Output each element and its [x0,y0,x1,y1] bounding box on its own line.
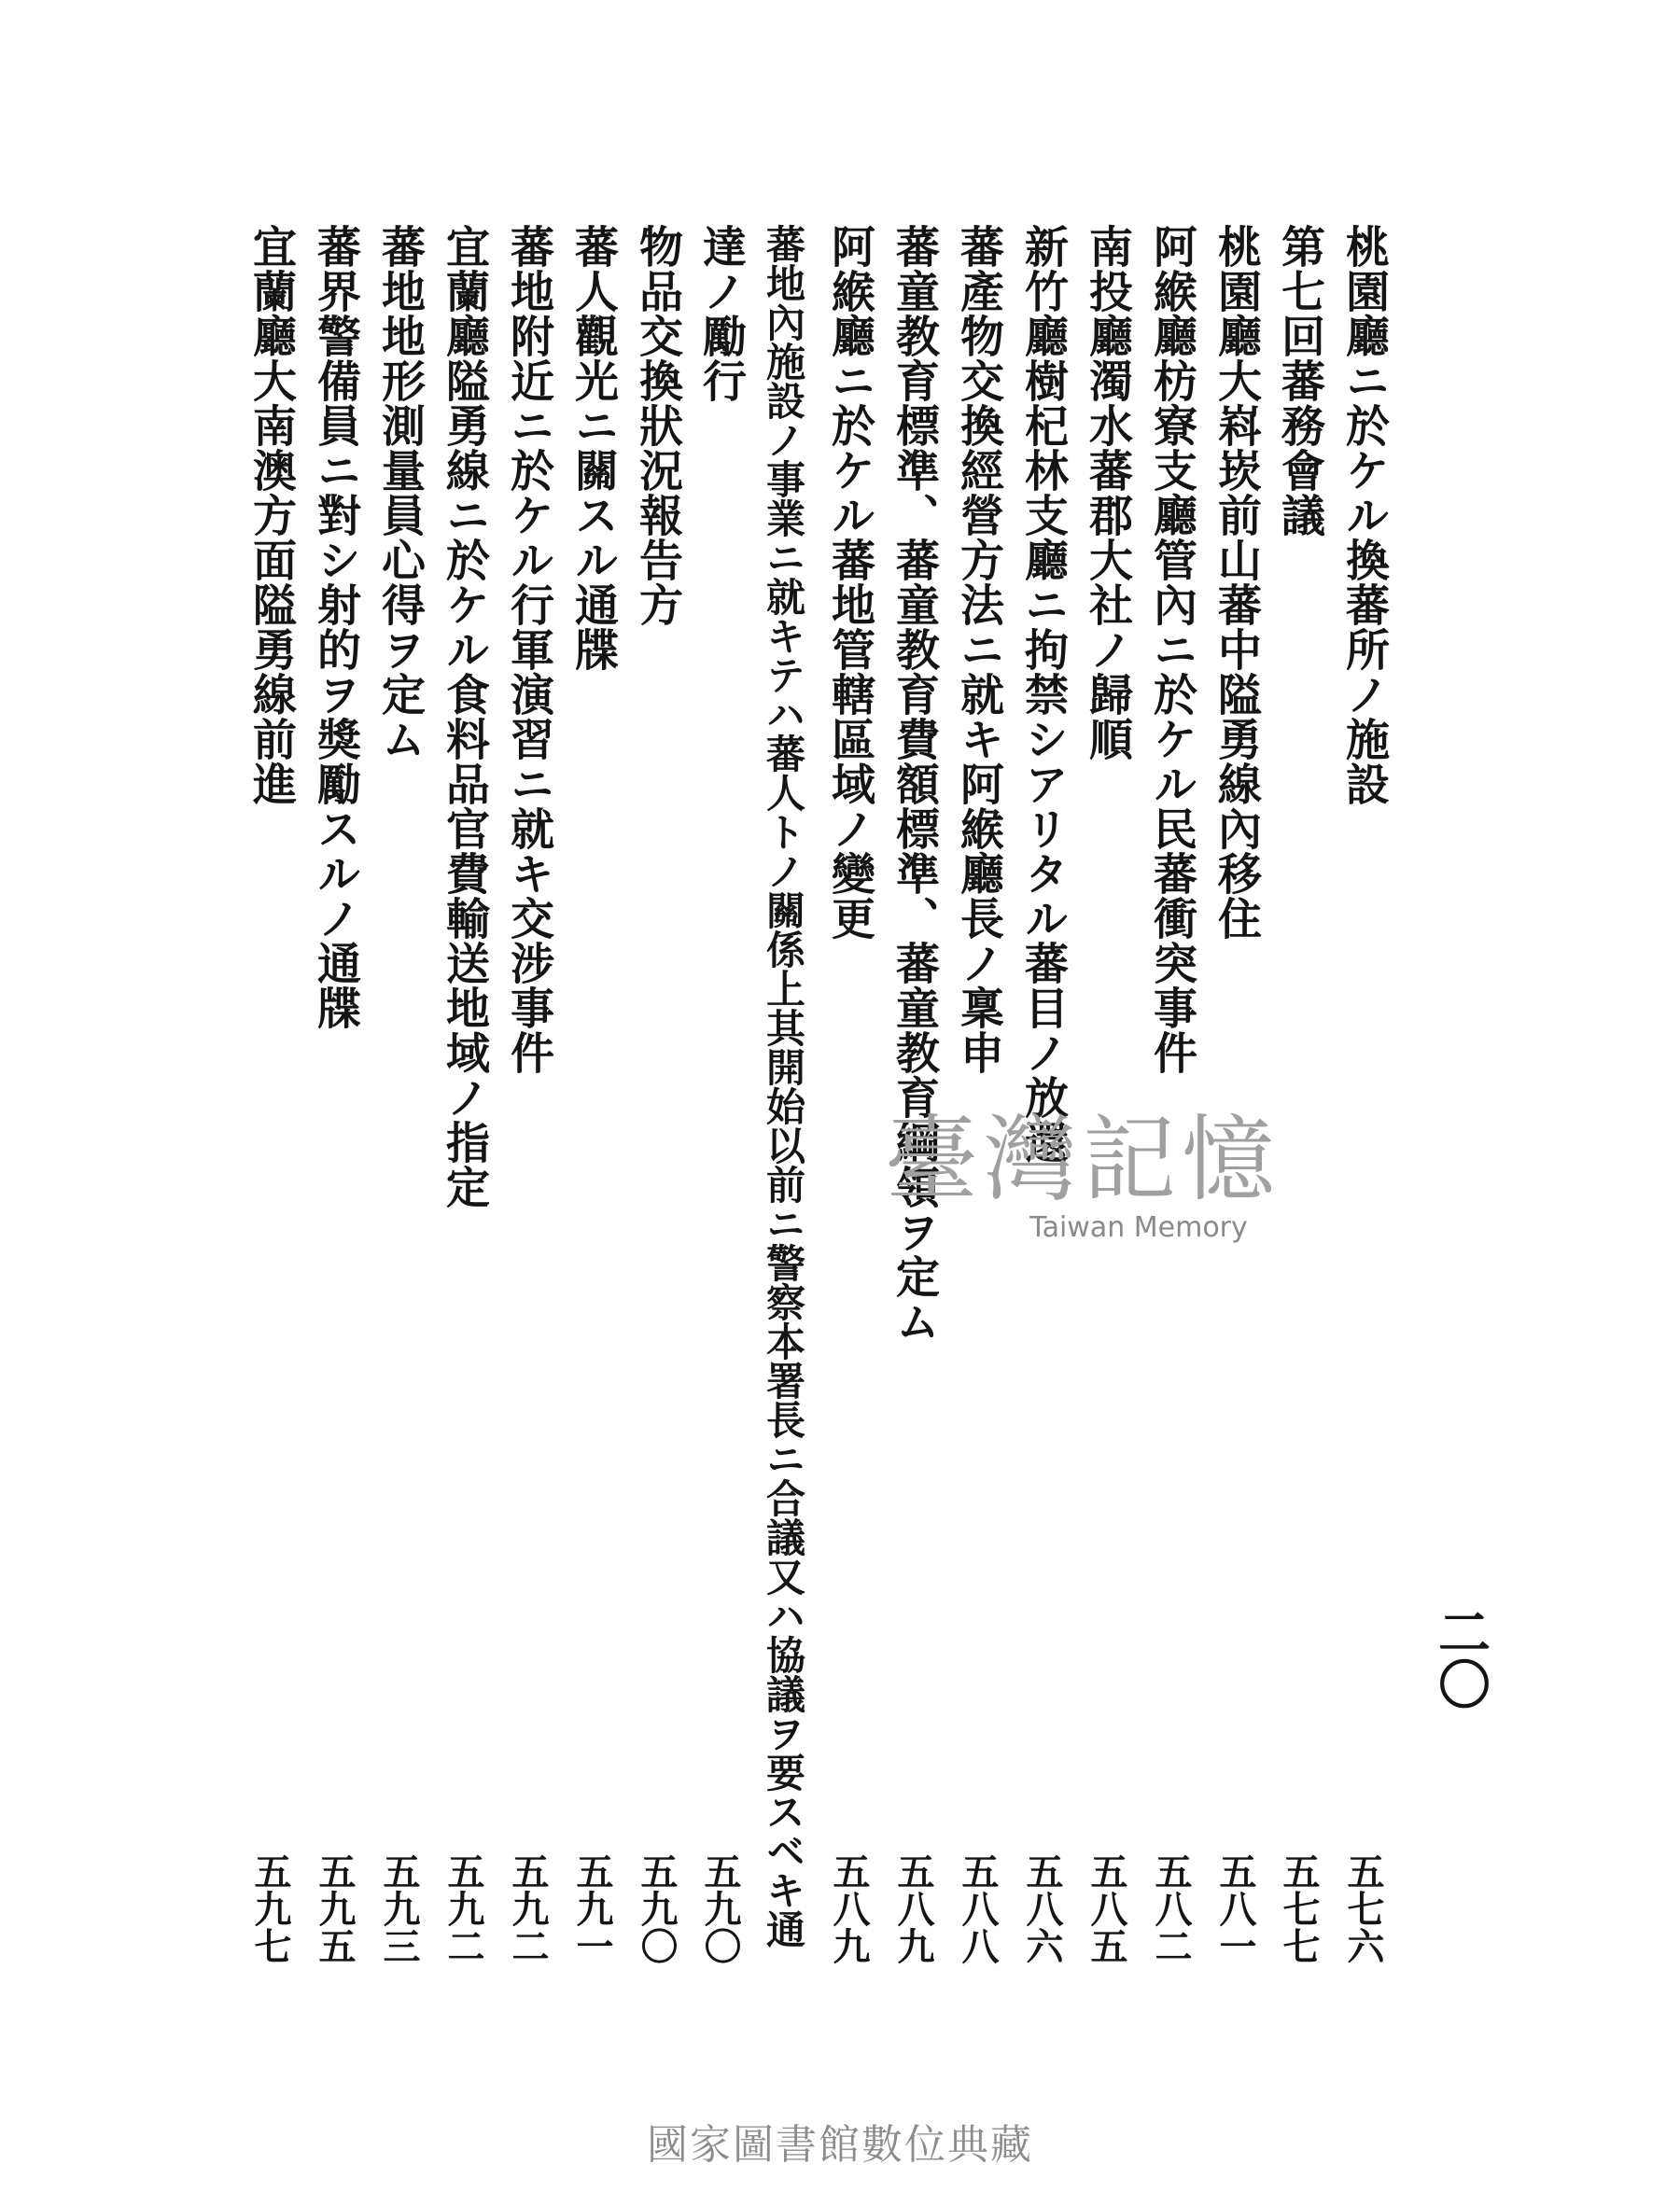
toc-entry-page: 五九五 [313,1852,357,1964]
footer-credit: 國家圖書館數位典藏 [647,2121,1033,2169]
toc-entry-title: 蕃地內施設ノ事業ニ就キテハ蕃人トノ關係上其開始以前ニ警察本署長ニ合議又ハ協議ヲ要スベキ通 [761,224,806,1949]
toc-entry-title: 物品交換狀況報告方 [632,224,683,627]
toc-entry-title: 桃園廳ニ於ケル換蕃所ノ施設 [1338,224,1390,806]
toc-entry-page: 五九七 [248,1852,292,1964]
toc-entry-title: 蕃地地形測量員心得ヲ定ム [374,224,426,761]
watermark-chinese: 臺灣記憶 [885,1105,1281,1214]
toc-entry-page: 五九三 [377,1852,421,1964]
toc-entry-page: 五九〇 [635,1852,679,1964]
toc-entry-title: 宜蘭廳隘勇線ニ於ケル食料品官費輸送地域ノ指定 [439,224,490,1209]
toc-entry-page: 五九二 [506,1852,550,1964]
toc-entry-title: 宜蘭廳大南澳方面隘勇線前進 [245,224,297,806]
toc-entry-title: 第七回蕃務會議 [1274,224,1325,538]
toc-entry-title: 新竹廳樹杞林支廳ニ拘禁シアリタル蕃目ノ放還 [1017,224,1069,1165]
toc-entry-page: 五八二 [1149,1852,1193,1964]
toc-entry-page: 五七七 [1277,1852,1321,1964]
watermark [840,1105,1325,1244]
toc-entry-title: 南投廳濁水蕃郡大社ノ歸順 [1082,224,1133,761]
toc-entry-title: 蕃童教育標準、蕃童教育費額標準、蕃童教育綱領ヲ定ム [889,224,940,1344]
page-number: 二〇 [1430,1605,1491,1710]
toc-entry-title: 阿緱廳枋寮支廳管內ニ於ケル民蕃衝突事件 [1146,224,1197,1075]
toc-entry-page: 五八一 [1213,1852,1257,1964]
toc-entry-page: 五八九 [827,1852,871,1964]
toc-entry-title: 桃園廳大嵙崁前山蕃中隘勇線內移住 [1211,224,1262,941]
toc-entry-page: 五九二 [441,1852,485,1964]
toc-entry-title: 蕃人觀光ニ關スル通牒 [567,224,619,672]
toc-entry-page: 五八六 [1020,1852,1064,1964]
toc-entry-page: 五九〇 [698,1852,742,1964]
toc-entry-page: 五七六 [1341,1852,1385,1964]
toc-entry-title: 蕃地附近ニ於ケル行軍演習ニ就キ交涉事件 [503,224,554,1075]
toc-entry-title: 蕃產物交換經營方法ニ就キ阿緱廳長ノ稟申 [953,224,1004,1075]
toc-entry-page: 五八八 [956,1852,1000,1964]
toc-entry-page: 五九一 [570,1852,614,1964]
toc-entry-title: 達ノ勵行 [695,224,747,403]
toc-entry-page: 五八九 [891,1852,935,1964]
toc-entry-title: 蕃界警備員ニ對シ射的ヲ獎勵スルノ通牒 [310,224,361,1030]
toc-entry-page: 五八五 [1085,1852,1128,1964]
watermark-english: Taiwan Memory [1029,1211,1248,1244]
toc-entry-title: 阿緱廳ニ於ケル蕃地管轄區域ノ變更 [824,224,875,941]
